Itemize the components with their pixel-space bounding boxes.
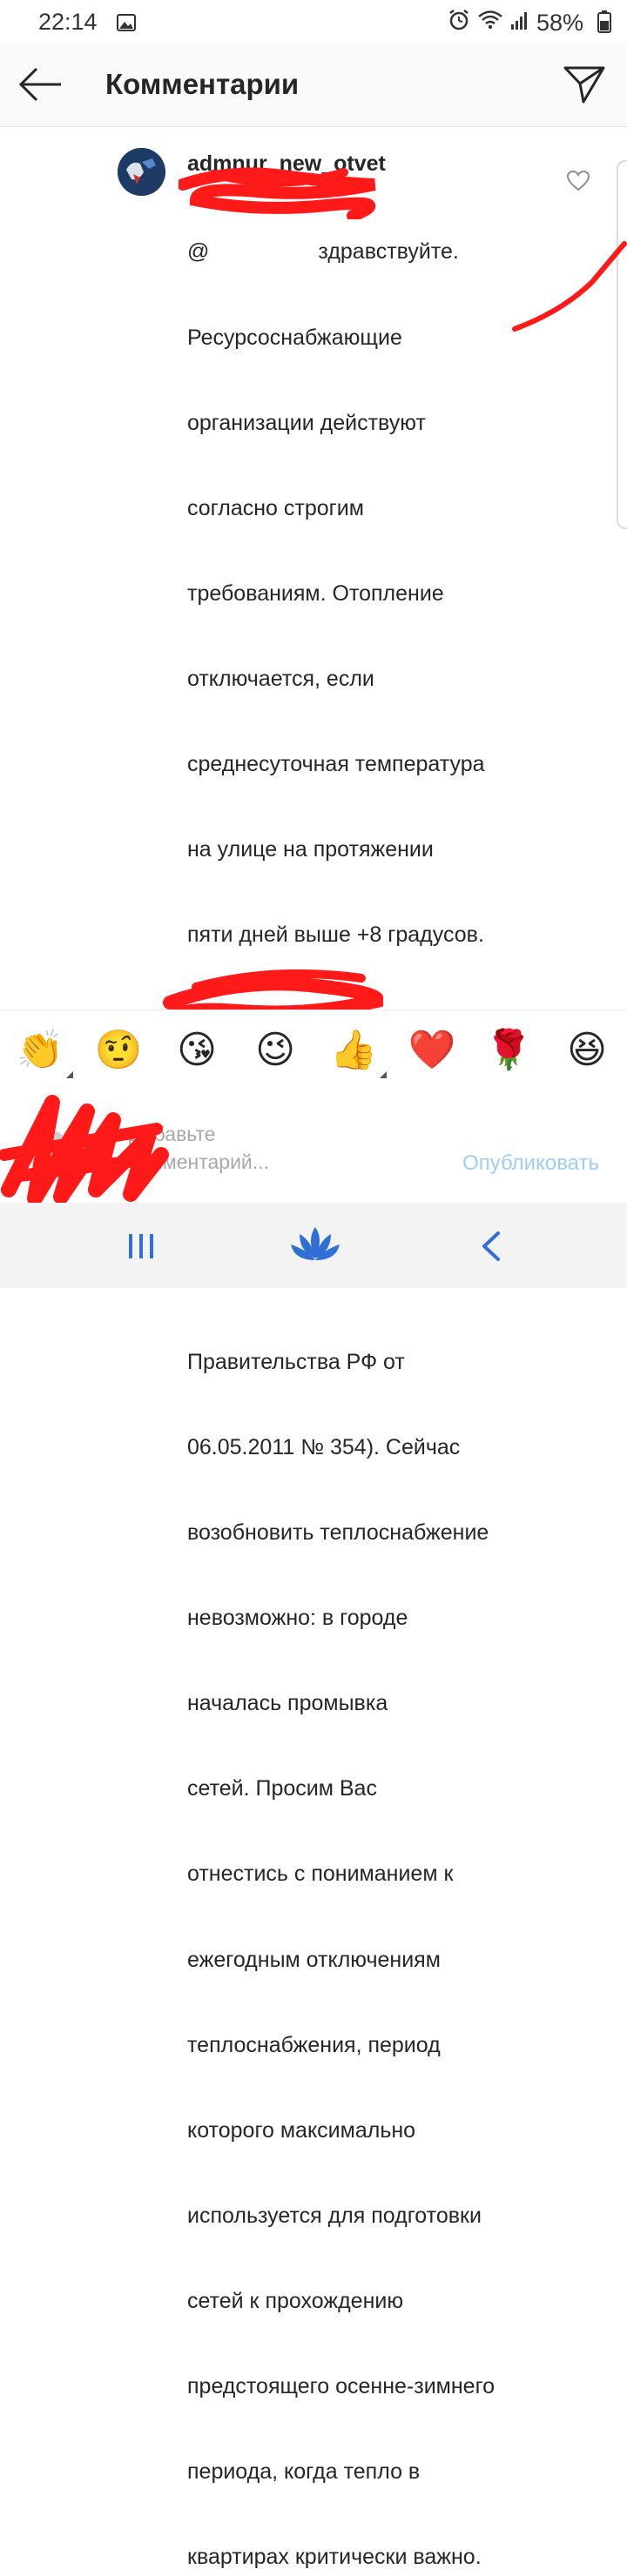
current-user-avatar <box>26 1129 68 1171</box>
comment-line: используется для подготовки <box>187 2203 482 2228</box>
status-time: 22:14 <box>38 9 98 35</box>
comment-line: Правительства РФ от <box>187 1349 405 1374</box>
comment-line: периода, когда тепло в <box>187 2459 421 2485</box>
signal-icon <box>510 10 529 37</box>
variant-indicator-icon <box>380 1071 387 1078</box>
alarm-icon <box>448 9 470 37</box>
raised-eyebrow-emoji-icon: 🤨 <box>94 1029 143 1071</box>
comment-line: теплоснабжения, период <box>187 2032 441 2057</box>
comment-composer <box>0 1094 627 1203</box>
comment-line: началась промывка <box>187 1691 388 1716</box>
comment-line: среднесуточная температура <box>187 752 485 777</box>
comment-username[interactable]: admnur_new_otvet <box>187 151 386 176</box>
emoji-laughing-button[interactable] <box>559 1024 615 1077</box>
scrollbar[interactable] <box>617 160 627 529</box>
clap-emoji-icon: 👏 <box>16 1029 64 1071</box>
emoji-clap-button[interactable] <box>12 1024 68 1077</box>
battery-icon <box>597 10 611 39</box>
image-notification-icon <box>117 10 136 37</box>
comment-line: квартирах критически важно. <box>187 2545 482 2570</box>
comment-line: невозможно: в городе <box>187 1606 408 1631</box>
wifi-icon <box>477 10 503 37</box>
heart-emoji-icon: ❤️ <box>408 1029 456 1071</box>
comment-line: 06.05.2011 № 354). Сейчас <box>187 1434 461 1459</box>
comment-line: на улице на протяжении <box>187 837 434 862</box>
variant-indicator-icon <box>66 1071 73 1078</box>
avatar[interactable] <box>118 148 165 196</box>
thumbs-up-emoji-icon: 👍 <box>329 1029 378 1071</box>
battery-percent: 58% <box>536 10 583 36</box>
comment-line: которого максимально <box>187 2117 416 2143</box>
rose-emoji-icon: 🌹 <box>484 1029 533 1071</box>
comment-line: сетей к прохождению <box>187 2289 404 2314</box>
system-nav-bar <box>0 1203 627 1288</box>
recent-apps-icon <box>127 1232 155 1260</box>
like-button[interactable] <box>566 169 590 193</box>
emoji-kiss-button[interactable] <box>169 1024 225 1077</box>
comment-line: пяти дней выше +8 градусов. <box>187 922 484 948</box>
emoji-wink-button[interactable] <box>247 1024 303 1077</box>
comment-line: согласно строгим <box>187 495 364 520</box>
map-logo-icon <box>118 148 165 196</box>
comment-body <box>187 181 553 2576</box>
status-icons <box>448 9 583 37</box>
comment-line: отключается, если <box>187 666 374 691</box>
comment-line: @ здравствуйте. <box>187 239 459 265</box>
comment-line: требованиям. Отопление <box>187 580 444 606</box>
kiss-emoji-icon: 😘 <box>177 1029 217 1071</box>
comment-line: ежегодным отключениям <box>187 1947 441 1972</box>
system-back-button[interactable] <box>481 1231 502 1262</box>
home-button[interactable] <box>289 1225 341 1265</box>
wink-emoji-icon: 😉 <box>255 1029 295 1071</box>
comment-line: Ресурсоснабжающие <box>187 325 402 350</box>
heart-outline-icon <box>566 169 590 193</box>
laughing-emoji-icon: 😆 <box>567 1029 607 1071</box>
back-arrow-icon <box>17 63 66 106</box>
publish-button[interactable]: Опубликовать <box>462 1151 599 1175</box>
comment-line: организации действуют <box>187 410 426 435</box>
header <box>0 44 627 127</box>
comment-line: отнестись с пониманием к <box>187 1862 454 1887</box>
emoji-heart-button[interactable] <box>404 1024 460 1077</box>
recent-apps-button[interactable] <box>127 1232 155 1260</box>
emoji-raised-eyebrow-button[interactable] <box>91 1024 146 1077</box>
comment-line: сетей. Просим Вас <box>187 1776 377 1801</box>
paper-plane-icon <box>563 63 606 106</box>
emoji-rose-button[interactable] <box>481 1024 536 1077</box>
back-button[interactable] <box>17 63 66 106</box>
comment-input[interactable]: Добавьте комментарий... <box>129 1123 269 1173</box>
comment-line: возобновить теплоснабжение <box>187 1520 489 1546</box>
status-bar <box>0 0 627 44</box>
chevron-left-icon <box>481 1231 502 1262</box>
comment-line: предстоящего осенне-зимнего <box>187 2374 496 2399</box>
emoji-thumbs-up-button[interactable] <box>326 1024 381 1077</box>
lotus-home-icon <box>289 1225 341 1265</box>
page-title: Комментарии <box>105 68 300 100</box>
emoji-quick-bar <box>0 1010 627 1095</box>
share-button[interactable] <box>563 63 606 106</box>
